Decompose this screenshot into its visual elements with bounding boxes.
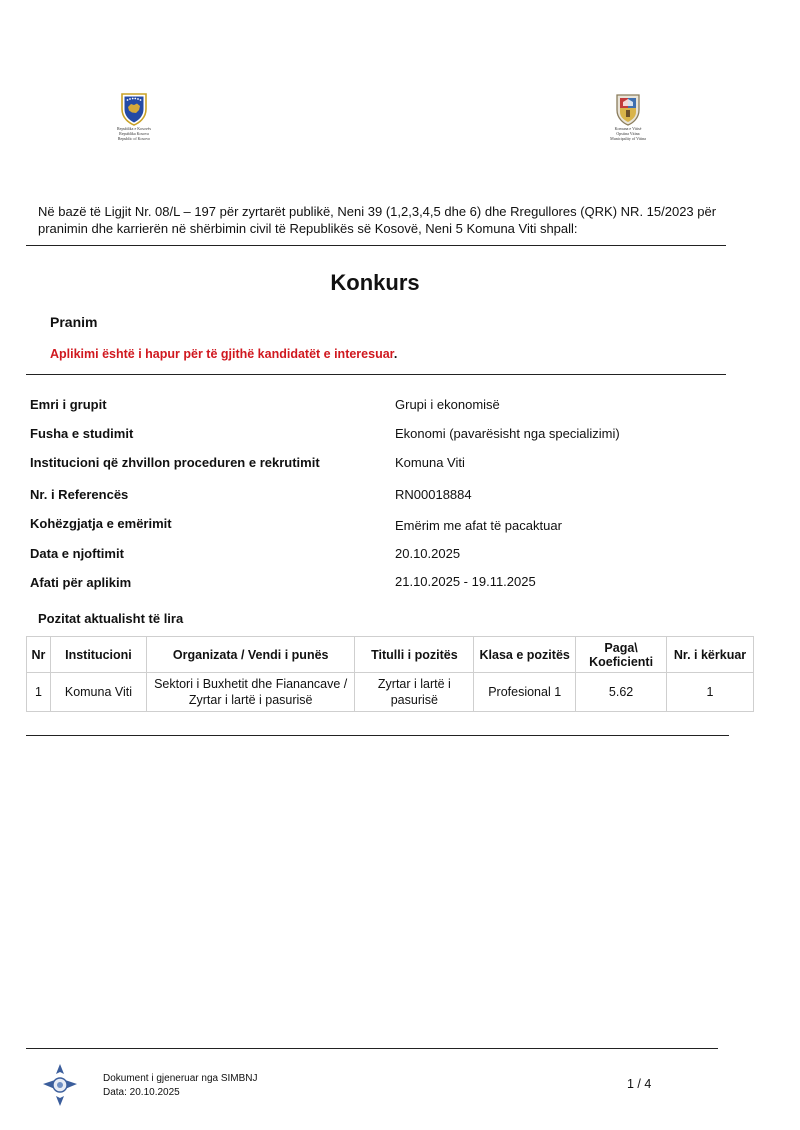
divider-top	[26, 245, 726, 246]
positions-heading: Pozitat aktualisht të lira	[38, 611, 184, 626]
column-header-position-class: Klasa e pozitës	[474, 637, 576, 673]
info-value-field-of-study: Ekonomi (pavarësisht nga specializimi)	[395, 426, 620, 441]
viti-municipality-emblem-icon	[613, 92, 643, 126]
right-logo-line-2: Opstina Vitina	[616, 131, 640, 136]
kosovo-coat-of-arms-icon	[119, 92, 149, 126]
column-header-institution: Institucioni	[50, 637, 146, 673]
right-logo-line-3: Municipality of Vitina	[610, 136, 646, 141]
table-row	[27, 673, 754, 712]
footer-generated-by: Dokument i gjeneruar nga SIMBNJ	[103, 1073, 258, 1084]
left-logo-line-3: Republic of Kosovo	[117, 136, 151, 141]
page-subtitle: Pranim	[50, 314, 98, 330]
header-right-logo	[598, 92, 658, 141]
info-label-group: Emri i grupit	[30, 397, 107, 412]
page-number: 1 / 4	[627, 1077, 652, 1091]
cell-position-title: Zyrtar i lartë i pasurisë	[355, 673, 474, 712]
column-header-organization: Organizata / Vendi i punës	[146, 637, 355, 673]
left-logo-line-2: Republika Kosova	[119, 131, 149, 136]
info-value-deadline: 21.10.2025 - 19.11.2025	[395, 574, 536, 589]
application-notice-suffix: .	[393, 347, 398, 361]
right-logo-line-1: Komuna e Vitisë	[614, 126, 642, 131]
cell-nr: 1	[27, 673, 51, 712]
footer-info	[103, 1072, 258, 1100]
cell-institution: Komuna Viti	[50, 673, 146, 712]
simbnj-logo-icon	[39, 1062, 81, 1108]
positions-table	[26, 636, 754, 712]
info-label-institution: Institucioni që zhvillon proceduren e rekrutimit	[30, 455, 320, 470]
intro-paragraph: Në bazë të Ligjit Nr. 08/L – 197 për zyrtarët publikë, Neni 39 (1,2,3,4,5 dhe 6) dhe Rregullores (QRK) NR. 15/2023 për pranimin dhe karrierën në shërbimin civil të Republikës së Kosovë, Neni 5 Komuna Viti shpall:	[38, 204, 717, 236]
cell-required-count: 1	[667, 673, 754, 712]
info-label-duration: Kohëzgjatja e emërimit	[30, 516, 172, 531]
info-value-reference: RN00018884	[395, 487, 472, 502]
cell-organization: Sektori i Buxhetit dhe Fianancave / Zyrtar i lartë i pasurisë	[146, 673, 355, 712]
footer-date: Data: 20.10.2025	[103, 1087, 180, 1098]
column-header-nr: Nr	[27, 637, 51, 673]
info-value-notice-date: 20.10.2025	[395, 546, 461, 561]
info-value-duration: Emërim me afat të pacaktuar	[395, 518, 562, 533]
cell-salary-coefficient: 5.62	[576, 673, 667, 712]
divider-after-table	[26, 735, 729, 736]
header-left-logo	[104, 92, 164, 141]
table-header-row	[27, 637, 754, 673]
info-value-institution: Komuna Viti	[395, 455, 465, 470]
cell-position-class: Profesional 1	[474, 673, 576, 712]
column-header-salary-coefficient: Paga\ Koeficienti	[576, 637, 667, 673]
info-label-deadline: Afati për aplikim	[30, 575, 132, 590]
column-header-position-title: Titulli i pozitës	[355, 637, 474, 673]
info-label-notice-date: Data e njoftimit	[30, 546, 124, 561]
application-notice-text: Aplikimi është i hapur për të gjithë kandidatët e interesuar	[50, 347, 394, 361]
info-label-reference: Nr. i Referencës	[30, 487, 129, 502]
application-notice	[50, 347, 397, 361]
page-title: Konkurs	[330, 270, 420, 295]
divider-footer	[26, 1048, 718, 1049]
left-logo-line-1: Republika e Kosovës	[117, 126, 151, 131]
info-value-group: Grupi i ekonomisë	[395, 397, 500, 412]
column-header-required-count: Nr. i kërkuar	[667, 637, 754, 673]
info-label-field-of-study: Fusha e studimit	[30, 426, 134, 441]
divider-notice	[26, 374, 726, 375]
